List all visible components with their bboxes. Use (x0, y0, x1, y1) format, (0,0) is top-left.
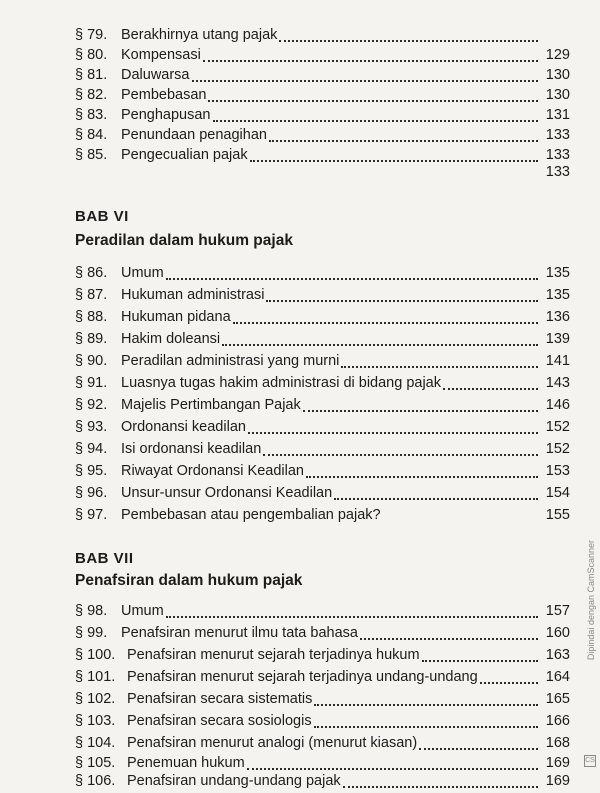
dot-leader (266, 300, 538, 302)
dot-leader (213, 120, 539, 122)
toc-entry (75, 482, 570, 504)
dot-leader (341, 366, 538, 368)
section-number: § 81. (75, 67, 108, 83)
page-number: 129 (545, 47, 570, 63)
entry-title: Riwayat Ordonansi Keadilan (121, 463, 304, 479)
page-number: 133 (545, 127, 570, 143)
chapter-title: Peradilan dalam hukum pajak (75, 232, 293, 249)
section-number: § 80. (75, 47, 108, 63)
entry-title: Penundaan penagihan (121, 127, 267, 143)
section-number: § 79. (75, 27, 108, 43)
entry-title: Pengecualian pajak (121, 147, 248, 163)
page-number: 163 (545, 647, 570, 663)
section-number: § 95. (75, 463, 108, 479)
toc-entry (75, 64, 570, 86)
toc-entry (75, 350, 570, 372)
toc-entry (75, 44, 570, 66)
section-number: § 93. (75, 419, 108, 435)
dot-leader (303, 410, 538, 412)
toc-entry (75, 710, 570, 732)
entry-title: Penafsiran menurut analogi (menurut kiasan) (127, 735, 418, 751)
dot-leader (248, 432, 538, 434)
page-number: 168 (545, 735, 570, 751)
entry-title: Berakhirnya utang pajak (121, 27, 278, 43)
toc-entry (75, 306, 570, 328)
entry-title: Daluwarsa (121, 67, 190, 83)
page-number: 153 (545, 463, 570, 479)
dot-leader (419, 748, 538, 750)
section-number: § 98. (75, 603, 108, 619)
page-number: 141 (545, 353, 570, 369)
dot-leader (360, 638, 538, 640)
toc-entry (75, 416, 570, 438)
entry-title: Majelis Pertimbangan Pajak (121, 397, 301, 413)
toc-entry (75, 328, 570, 350)
page-number: 135 (545, 287, 570, 303)
dot-leader (166, 278, 538, 280)
page-number: 169 (545, 755, 570, 771)
dot-leader (443, 388, 538, 390)
dot-leader (314, 726, 538, 728)
entry-title: Penghapusan (121, 107, 211, 123)
toc-entry (75, 732, 570, 754)
dot-leader (343, 786, 538, 788)
section-number: § 97. (75, 507, 108, 523)
entry-title: Isi ordonansi keadilan (121, 441, 262, 457)
entry-title: Hakim doleansi (121, 331, 221, 347)
section-number: § 90. (75, 353, 108, 369)
section-number: § 89. (75, 331, 108, 347)
scanner-watermark: Dipindai dengan CamScanner (586, 540, 596, 661)
page-number: 136 (545, 309, 570, 325)
entry-title: Hukuman pidana (121, 309, 231, 325)
dot-leader (314, 704, 538, 706)
section-number: § 85. (75, 147, 108, 163)
entry-title: Umum (121, 603, 164, 619)
toc-entry-overflow (75, 161, 570, 183)
entry-title: Penemuan hukum (127, 755, 245, 771)
entry-title: Unsur-unsur Ordonansi Keadilan (121, 485, 333, 501)
page-number: 155 (545, 507, 570, 523)
section-number: § 88. (75, 309, 108, 325)
section-number: § 102. (75, 691, 116, 707)
section-number: § 91. (75, 375, 108, 391)
toc-entry (75, 394, 570, 416)
chapter-label: BAB VI (75, 208, 129, 225)
chapter-label: BAB VII (75, 550, 134, 567)
entry-title: Penafsiran menurut sejarah terjadinya hukum (127, 647, 420, 663)
dot-leader (306, 476, 538, 478)
toc-entry (75, 622, 570, 644)
toc-entry (75, 600, 570, 622)
toc-entry (75, 84, 570, 106)
section-number: § 83. (75, 107, 108, 123)
page-number: 160 (545, 625, 570, 641)
dot-leader (222, 344, 538, 346)
entry-title: Penafsiran secara sistematis (127, 691, 313, 707)
section-number: § 86. (75, 265, 108, 281)
section-number: § 82. (75, 87, 108, 103)
page-number: 164 (545, 669, 570, 685)
page-number: 165 (545, 691, 570, 707)
page-number: 139 (545, 331, 570, 347)
toc-entry (75, 644, 570, 666)
entry-title: Hukuman administrasi (121, 287, 265, 303)
entry-title: Penafsiran secara sosiologis (127, 713, 312, 729)
toc-entry (75, 504, 570, 526)
entry-title: Pembebasan atau pengembalian pajak? (121, 507, 381, 523)
page-number: 133 (545, 147, 570, 163)
dot-leader (269, 140, 538, 142)
entry-title: Umum (121, 265, 164, 281)
section-number: § 105. (75, 755, 116, 771)
dot-leader (422, 660, 538, 662)
section-number: § 99. (75, 625, 108, 641)
entry-title: Penafsiran menurut ilmu tata bahasa (121, 625, 358, 641)
toc-entry (75, 688, 570, 710)
page-number: 152 (545, 441, 570, 457)
entry-title: Penafsiran menurut sejarah terjadinya undang-undang (127, 669, 478, 685)
camscanner-icon: CS (584, 755, 596, 767)
entry-title: Penafsiran undang-undang pajak (127, 773, 341, 789)
page-number: 154 (545, 485, 570, 501)
toc-entry (75, 124, 570, 146)
page-number: 152 (545, 419, 570, 435)
dot-leader (233, 322, 538, 324)
page-number: 166 (545, 713, 570, 729)
page-number: 135 (545, 265, 570, 281)
section-number: § 96. (75, 485, 108, 501)
entry-title: Pembebasan (121, 87, 207, 103)
dot-leader (166, 616, 538, 618)
entry-title: Peradilan administrasi yang murni (121, 353, 340, 369)
dot-leader (192, 80, 539, 82)
dot-leader (279, 40, 538, 42)
page-number: 133 (545, 164, 570, 180)
section-number: § 101. (75, 669, 116, 685)
page-number: 131 (545, 107, 570, 123)
entry-title: Ordonansi keadilan (121, 419, 246, 435)
entry-title: Kompensasi (121, 47, 201, 63)
dot-leader (334, 498, 538, 500)
page-number: 157 (545, 603, 570, 619)
entry-title: Luasnya tugas hakim administrasi di bidang pajak (121, 375, 441, 391)
page-number: 169 (545, 773, 570, 789)
section-number: § 100. (75, 647, 116, 663)
page-number: 146 (545, 397, 570, 413)
page-number: 130 (545, 87, 570, 103)
toc-entry (75, 262, 570, 284)
dot-leader (208, 100, 538, 102)
section-number: § 84. (75, 127, 108, 143)
toc-entry (75, 24, 570, 46)
toc-entry (75, 284, 570, 306)
toc-entry (75, 438, 570, 460)
section-number: § 94. (75, 441, 108, 457)
dot-leader (263, 454, 538, 456)
toc-entry (75, 666, 570, 688)
toc-entry (75, 372, 570, 394)
dot-leader (480, 682, 538, 684)
dot-leader (203, 60, 538, 62)
page-number: 143 (545, 375, 570, 391)
toc-entry (75, 460, 570, 482)
section-number: § 92. (75, 397, 108, 413)
section-number: § 103. (75, 713, 116, 729)
section-number: § 104. (75, 735, 116, 751)
chapter-title: Penafsiran dalam hukum pajak (75, 572, 303, 589)
toc-entry (75, 770, 570, 792)
section-number: § 106. (75, 773, 116, 789)
section-number: § 87. (75, 287, 108, 303)
toc-entry (75, 104, 570, 126)
page-number: 130 (545, 67, 570, 83)
